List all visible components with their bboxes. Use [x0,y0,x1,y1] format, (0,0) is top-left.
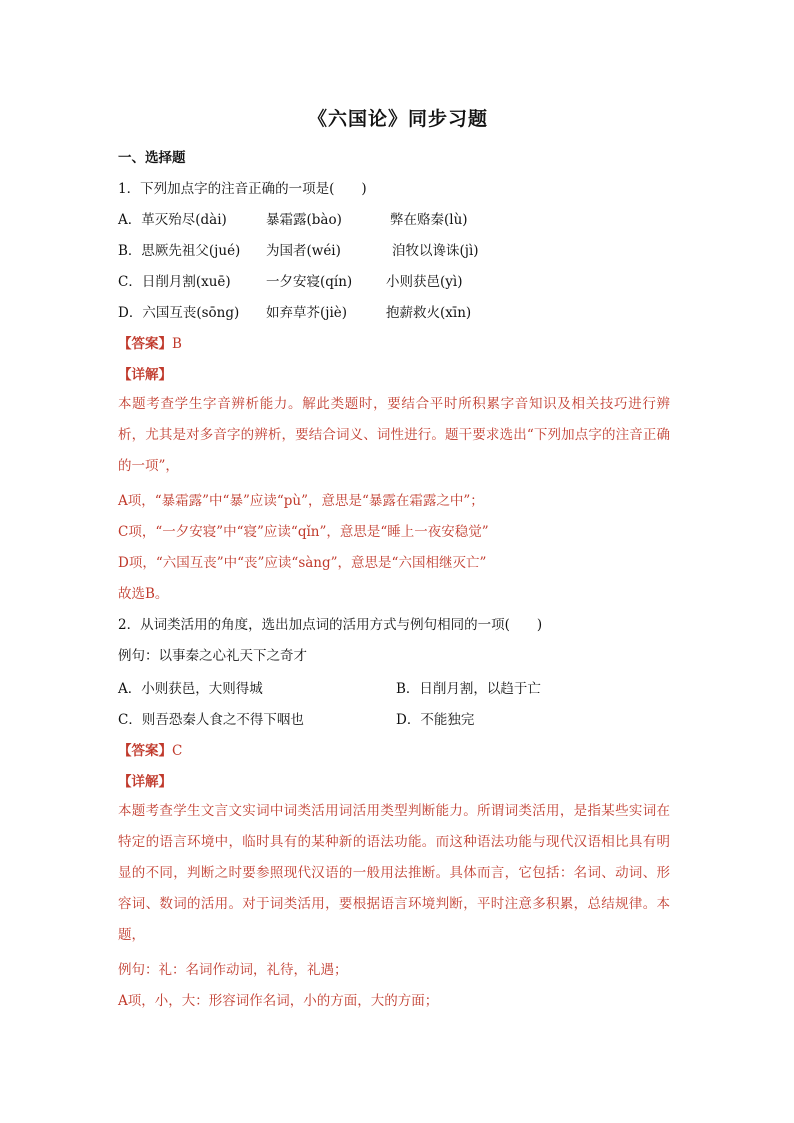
q2-answer-label: 【答案】 [118,743,172,759]
q2-options-row-2 [118,708,474,728]
q1-option-c-3: 小则获邑(yì) [386,274,463,290]
q1-option-a-1: A．革灭殆尽(dài) [118,212,227,228]
q1-stem: 1．下列加点字的注音正确的一项是( ) [118,181,367,197]
q2-analysis: 本题考查学生文言文实词中词类活用词活用类型判断能力。所谓词类活用，是指某些实词在特定的语言环境中，临时具有的某种新的语法功能。而这种语法功能与现代汉语相比具有明显的不同，判断之时要参照现代汉语的一般用法推断。具体而言，它包括：名词、动词、形容词、数词的活用。对于词类活用，要根据语言环境判断，平时注意多积累，总结规律。本题， [118,803,670,943]
q1-option-b-1: B．思厥先祖父(jué) [118,243,241,259]
q2-option-b: B．日削月割，以趋于亡 [396,681,541,697]
q2-option-a: A．小则获邑，大则得城 [118,681,263,697]
q1-analysis: 本题考查学生字音辨析能力。解此类题时，要结合平时所积累字音知识及相关技巧进行辨析，尤其是对多音字的辨析，要结合词义、词性进行。题干要求选出“下列加点字的注音正确的一项”， [118,396,670,474]
q1-option-d [118,301,471,321]
q1-detail-label: 【详解】 [118,367,172,383]
q2-detail-label: 【详解】 [118,774,172,790]
q1-option-a-3: 弊在赂秦(lù) [390,212,468,228]
page-title: 《六国论》同步习题 [307,108,488,130]
q1-option-c-2: 一夕安寝(qín) [266,274,353,290]
q1-option-c [118,270,462,290]
q1-option-a-2: 暴霜露(bào) [266,212,342,228]
section-heading: 一、选择题 [118,150,186,166]
q1-option-a [118,208,468,228]
q1-option-d-2: 如弃草芥(jiè) [266,305,348,321]
q1-option-c-1: C．日削月割(xuē) [118,274,231,290]
q2-answer [118,739,182,759]
q1-option-d-1: D．六国互丧(sōng) [118,305,240,321]
q1-note-d: D项，“六国互丧”中“丧”应读“sàng”，意思是“六国相继灭亡” [118,555,487,571]
q1-option-b-2: 为国者(wéi) [266,243,341,259]
q1-option-b [118,239,479,259]
q2-note-example: 例句：礼：名词作动词，礼待，礼遇； [118,962,348,978]
q2-option-c: C．则吾恐秦人食之不得下咽也 [118,712,304,728]
q1-option-b-3: 洎牧以谗诛(jì) [392,243,479,259]
q2-example: 例句：以事秦之心礼天下之奇才 [118,648,307,664]
q2-options-row-1 [118,677,541,697]
q1-note-a: A项，“暴霜露”中“暴”应读“pù”，意思是“暴露在霜露之中”； [118,493,484,509]
q2-note-a: A项，小，大：形容词作名词，小的方面，大的方面； [118,993,439,1009]
q1-option-d-3: 抱薪救火(xīn) [386,305,472,321]
q1-note-c: C项，“一夕安寝”中“寝”应读“qǐn”，意思是“睡上一夜安稳觉” [118,524,489,540]
q2-answer-value: C [172,743,183,759]
q1-answer [118,332,182,352]
q1-answer-value: B [172,336,182,352]
q1-conclusion: 故选B。 [118,586,169,602]
q1-answer-label: 【答案】 [118,336,172,352]
q2-stem: 2．从词类活用的角度，选出加点词的活用方式与例句相同的一项( ) [118,617,543,633]
q2-option-d: D．不能独完 [396,712,475,728]
